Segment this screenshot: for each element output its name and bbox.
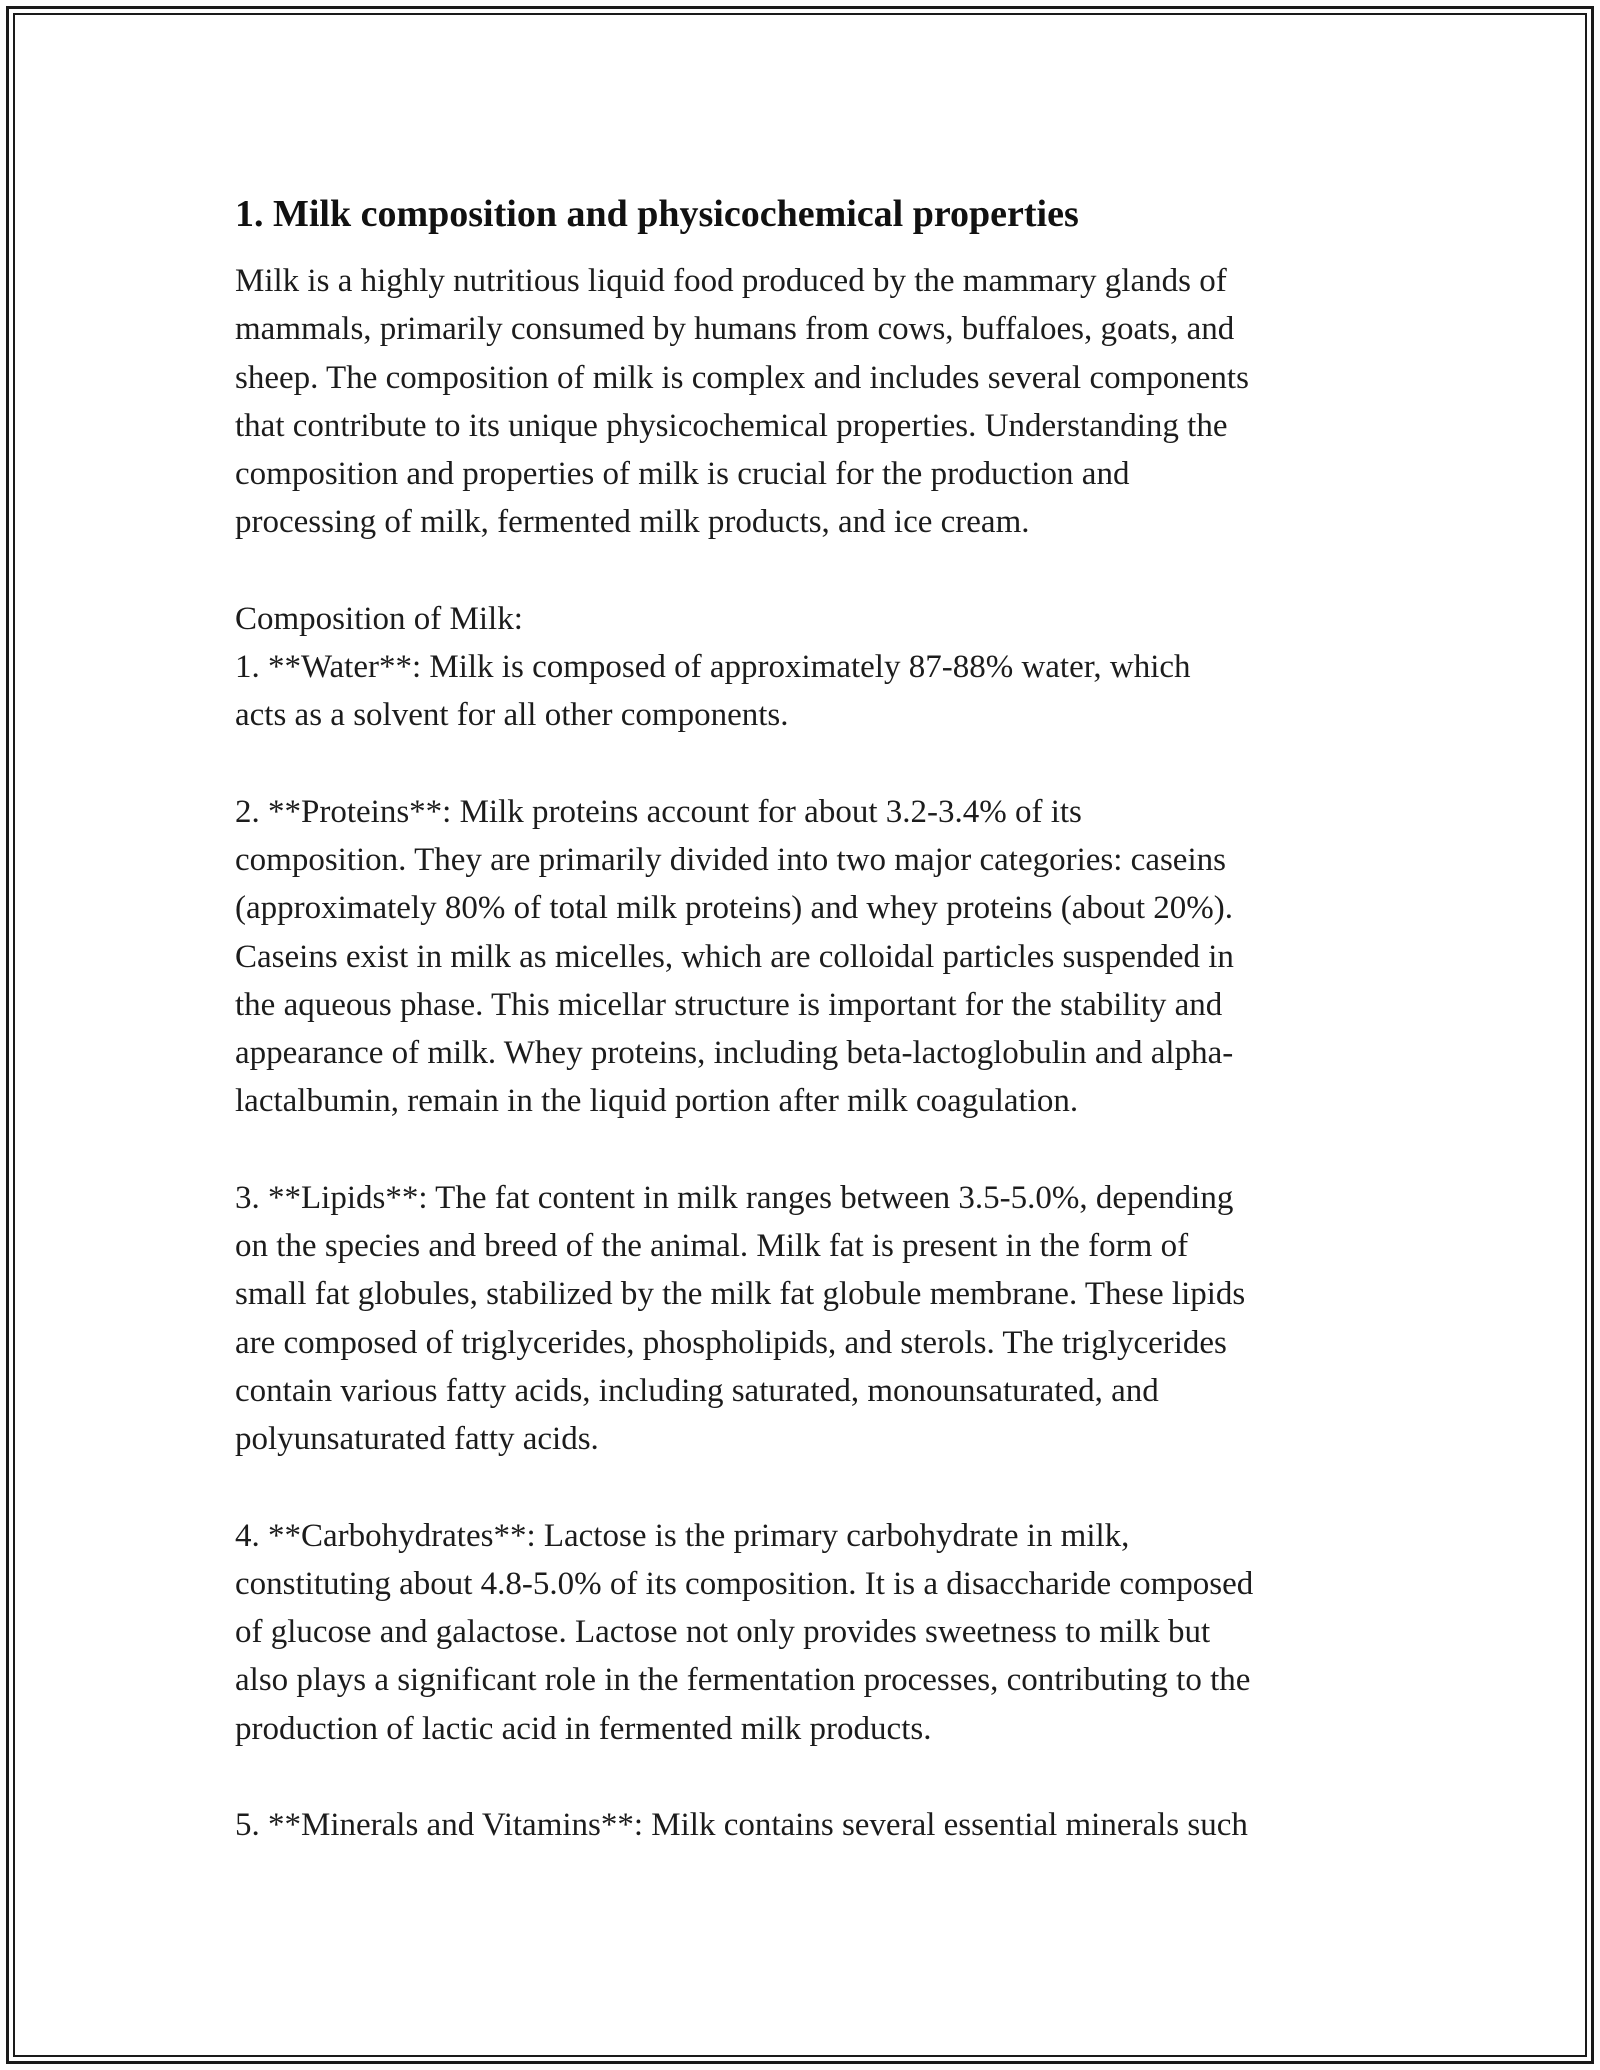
list-item-carbohydrates: 4. **Carbohydrates**: Lactose is the primary carbohydrate in milk, constituting about 4.8-5.0% of its composition. It is a disaccharide composed of glucose and galactose. Lactose not only provides sweetness to milk but also plays a significant role in the fermentation processes, contributing to the production of lactic acid in fermented milk products. xyxy=(235,1517,1254,1747)
list-item-minerals-vitamins: 5. **Minerals and Vitamins**: Milk contains several essential minerals such xyxy=(235,1807,1248,1844)
paragraph-gap xyxy=(235,1126,1385,1174)
composition-heading: Composition of Milk: xyxy=(235,600,523,637)
paragraph-gap xyxy=(235,547,1385,595)
list-item-lipids: 3. **Lipids**: The fat content in milk ranges between 3.5-5.0%, depending on the species and breed of the animal. Milk fat is present in the form of small fat globules, stabilized by the milk fat globule membrane. These lipids are composed of triglycerides, phospholipids, and sterols. The triglycerides contain various fatty acids, including saturated, monounsaturated, and polyunsaturated fatty acids. xyxy=(235,1179,1246,1458)
intro-paragraph: Milk is a highly nutritious liquid food produced by the mammary glands of mammals, primarily consumed by humans from cows, buffaloes, goats, and sheep. The composition of milk is complex and includes several components that contribute to its unique physicochemical properties. Understanding the composition and properties of milk is crucial for the production and processing of milk, fermented milk products, and ice cream. xyxy=(235,263,1249,541)
paragraph-gap xyxy=(235,1464,1385,1512)
paragraph-gap xyxy=(235,740,1385,788)
list-item-proteins: 2. **Proteins**: Milk proteins account for about 3.2-3.4% of its composition. They are primarily divided into two major categories: caseins (approximately 80% of total milk proteins) and whey proteins (about 20%). Caseins exist in milk as micelles, which are colloidal particles suspended in the aqueous phase. This micellar structure is important for the stability and appearance of milk. Whey proteins, including beta-lactoglobulin and alpha- lactalbumin, remain in the liquid portion after milk coagulation. xyxy=(235,793,1234,1120)
paragraph-gap xyxy=(235,1753,1385,1801)
list-item-water: 1. **Water**: Milk is composed of approximately 87-88% water, which acts as a solvent for all other components. xyxy=(235,649,1191,734)
section-title: 1. Milk composition and physicochemical properties xyxy=(235,193,1079,235)
document-body xyxy=(235,185,1385,1849)
